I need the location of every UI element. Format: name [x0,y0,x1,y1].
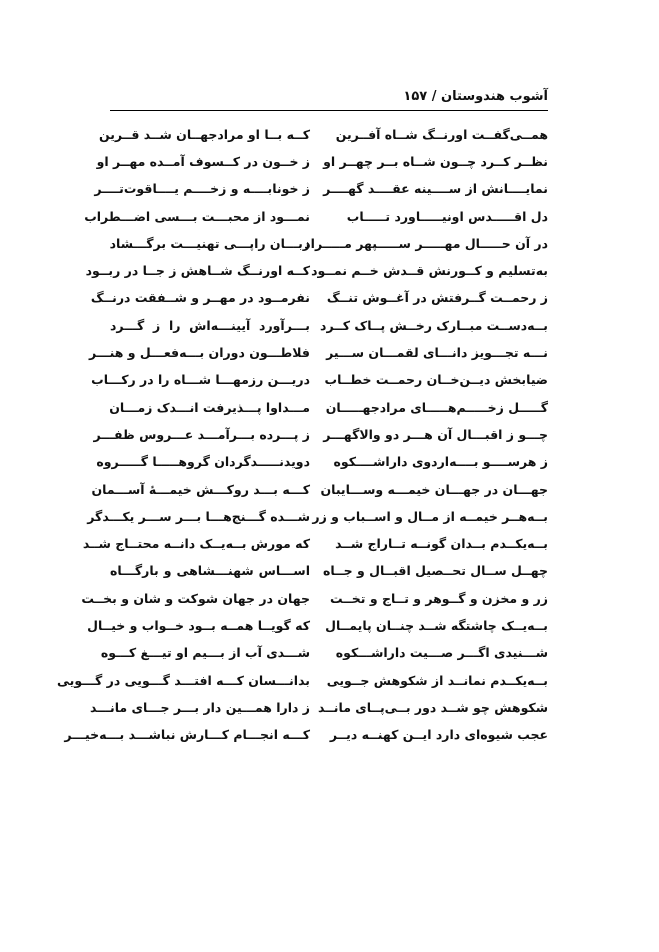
hemistich-left: فلاطـــون دوران بـــه‌فعـــل و هنـــر [89,345,310,361]
hemistich-left: جهان در جهان شوکت و شان و بخــت [81,590,310,606]
hemistich-right: نمایــــانش از ســــینه عقــــد گهــــر [323,181,548,197]
hemistich-left: اســـاس شهنـــشاهی و بارگـــاه [110,563,310,579]
hemistich-left: کــه بــا او مرادجهــان شــد قــرین [98,126,310,142]
hemistich-left: ز دارا همـــین دار بـــر جـــای مانـــد [89,699,310,715]
hemistich-right: ز هرســــو بــــه‌اردوی داراشــــکوه [333,454,548,470]
hemistich-left: دویدنـــــدگردان گروهـــــا گـــــروه [96,454,310,470]
couplet [84,203,548,230]
hemistich-left: ز خونابــــه و زخــــم یــــاقوت‌تــــر [94,181,310,197]
couplet [94,176,548,203]
hemistich-right: جهـــان در جهـــان خیمـــه وســـایبان [320,481,548,497]
hemistich-left: کـــه انجـــام کـــارش نباشـــد بـــه‌خیـــر [64,727,310,743]
couplet [93,421,548,448]
couplet [110,394,548,421]
hemistich-right: چـــو ز اقبـــال آن هـــر دو والاگهـــر [323,426,548,442]
hemistich-right: دل اقـــــدس اونیـــــاورد تـــــاب [346,208,548,224]
hemistich-left: شـــدی آب از بـــیم او تیـــغ کـــوه [100,645,310,661]
hemistich-right: نظــر کــرد چــون شــاه بــر چهــر او [323,153,548,169]
hemistich-left: نفرمــود در مهــر و شــفقت درنــگ [90,290,310,306]
hemistich-right: عجب شیوه‌ای دارد ایــن کهنــه دیــر [329,727,548,743]
couplet [91,476,548,503]
couplet [57,667,548,694]
hemistich-right: به‌تسلیم و کــورنش قــدش خــم نمــود [311,263,548,279]
couplet [98,121,548,148]
couplet [89,694,548,721]
hemistich-right: زر و مخزن و گــوهر و تــاج و تخــت [330,590,548,606]
couplet [87,503,548,530]
running-header: آشوب هندوستان / ۱۵۷ [403,89,548,104]
hemistich-left: که مورش بــه‌یــک دانــه محتــاج شــد [82,536,310,552]
hemistich-right: شکوهش چو شــد دور بــی‌پــای مانــد [318,699,548,715]
hemistich-left: مـــداوا پـــذیرفت انـــدک زمـــان [109,399,310,415]
hemistich-left: که گویــا همــه بــود خــواب و خیــال [87,617,310,633]
couplet [96,449,548,476]
couplet [82,530,548,557]
couplet [110,312,548,339]
hemistich-left: بـــرآورد آیینـــه‌اش را ز گـــرد [110,317,310,333]
couplet [89,339,548,366]
couplet [110,230,548,257]
hemistich-left: کـــه بـــد روکـــش خیمـــهٔ آســـمان [91,481,310,497]
couplet [90,285,548,312]
couplet [87,612,548,639]
couplet [100,640,548,667]
couplet [91,367,548,394]
hemistich-right: گـــــل زخـــــم‌هـــــای مرادجهـــــان [325,399,548,415]
hemistich-right: ضیابخش دیــن‌خــان رحمــت خطــاب [324,372,548,388]
hemistich-left: کــه اورنــگ شــاهش ز جــا در ربــود [85,263,310,279]
hemistich-right: بــه‌دســت مبــارک رخــش پــاک کــرد [320,317,548,333]
header-rule [110,110,548,111]
hemistich-left: زبـــان راپـــی تهنیـــت برگـــشاد [109,235,310,251]
hemistich-left: دریـــن رزمهـــا شـــاه را در رکـــاب [91,372,310,388]
hemistich-right: در آن حـــــال مهـــــر ســـــپهر مـــــراد [304,235,548,251]
couplet [96,148,548,175]
hemistich-right: بــه‌یــک چاشتگه شــد چنــان پایمــال [325,617,548,633]
hemistich-left: بدانـــسان کـــه افتـــد گـــویی در گـــویی [57,672,310,688]
couplet [85,257,548,284]
hemistich-right: ز رحمــت گــرفتش در آغــوش تنــگ [326,290,548,306]
hemistich-left: شـــده گـــنج‌هـــا بـــر ســـر یکـــدگر [87,508,310,524]
hemistich-left: نمـــود از محبـــت بـــسی اضـــطراب [84,208,310,224]
hemistich-right: بــه‌یکــدم نمانــد از شکوهش جــویی [326,672,548,688]
hemistich-right: چهــل ســال تحــصیل اقبــال و جــاه [323,563,548,579]
hemistich-right: بــه‌هــر خیمــه از مــال و اســباب و زر [312,508,548,524]
hemistich-right: همــی‌گفــت اورنــگ شــاه آفــرین [335,126,548,142]
poem-body [57,121,548,749]
hemistich-left: ز پـــرده بـــرآمـــد عـــروس ظفـــر [93,426,310,442]
couplet [81,585,548,612]
couplet [64,722,548,749]
couplet [110,558,548,585]
hemistich-right: شـــنیدی اگـــر صـــیت داراشـــکوه [335,645,548,661]
hemistich-right: بــه‌یکــدم بــدان گونــه تــاراج شــد [335,536,548,552]
hemistich-left: ز خــون در کــسوف آمــده مهــر او [96,153,310,169]
hemistich-right: نـــه تجـــویز دانـــای لقمـــان ســـیر [326,345,548,361]
